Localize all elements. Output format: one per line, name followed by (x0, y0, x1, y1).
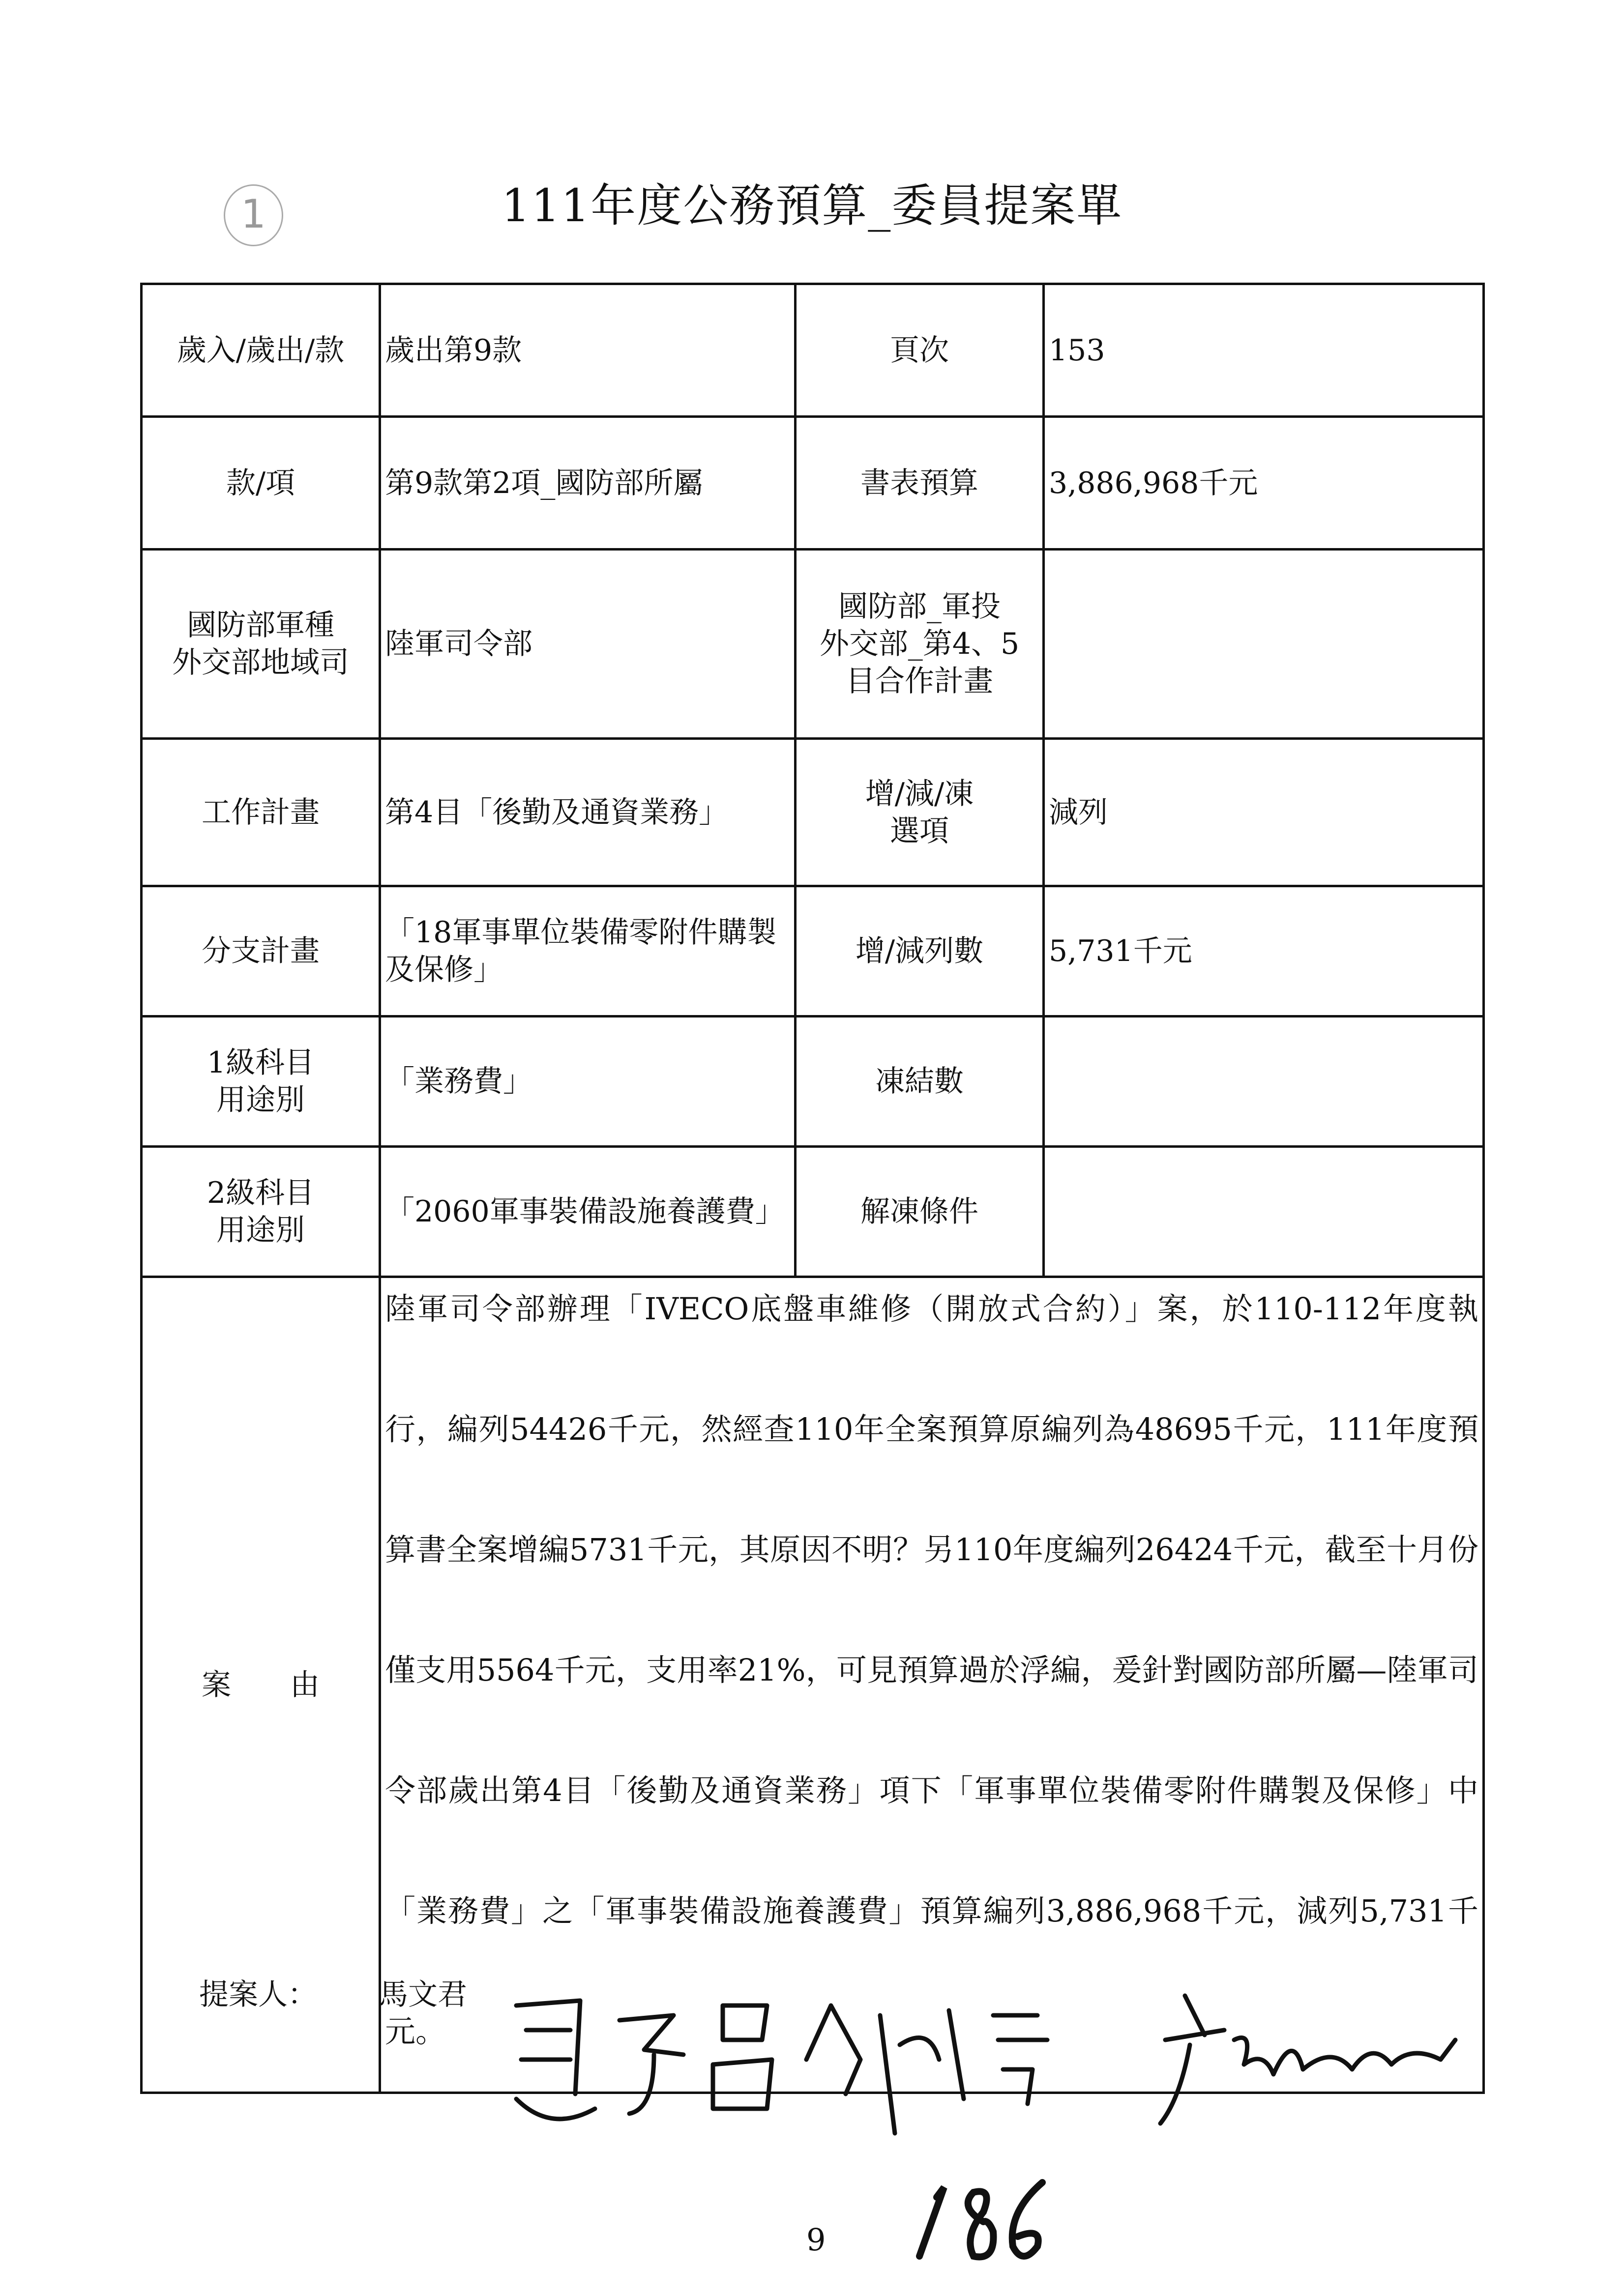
handwritten-signatures (506, 1986, 1480, 2148)
field-label: 分支計畫 (142, 886, 380, 1017)
field-value: 「18軍事單位裝備零附件購製及保修」 (380, 886, 796, 1017)
proposer-name: 馬文君 (379, 1977, 467, 2012)
handwritten-page-number (910, 2173, 1057, 2271)
table-row (142, 550, 1484, 739)
reason-label: 案 由 (142, 1277, 380, 2093)
table-row (142, 739, 1484, 886)
reason-text: 陸軍司令部辦理「IVECO底盤車維修（開放式合約）」案，於110-112年度執行，編列54426千元，然經查110年全案預算原編列為48695千元，111年度預算書全案增編5731千元，其原因不明？另110年度編列26424千元，截至十月份僅支用5564千元，支用率21%，可見預算過於浮編，爰針對國防部所屬—陸軍司令部歲出第4目「後勤及通資業務」項下「軍事單位裝備零附件購製及保修」中「業務費」之「軍事裝備設施養護費」預算編列3,886,968千元，減列5,731千元。 (385, 1291, 1478, 2049)
field-value (1044, 550, 1484, 739)
table-row (142, 886, 1484, 1017)
field-label: 增/減/凍 選項 (796, 739, 1044, 886)
field-label: 國防部_軍投 外交部_第4、5 目合作計畫 (796, 550, 1044, 739)
field-value: 「2060軍事裝備設施養護費」 (380, 1147, 796, 1277)
field-label: 歲入/歲出/款 (142, 284, 380, 417)
field-label: 工作計畫 (142, 739, 380, 886)
field-value: 「業務費」 (380, 1017, 796, 1147)
field-value: 153 (1044, 284, 1484, 417)
field-value: 歲出第9款 (380, 284, 796, 417)
page-number: 9 (806, 2222, 826, 2258)
proposal-table (140, 283, 1485, 2094)
field-value: 減列 (1044, 739, 1484, 886)
field-value: 第9款第2項_國防部所屬 (380, 417, 796, 550)
field-label: 解凍條件 (796, 1147, 1044, 1277)
field-label: 國防部軍種 外交部地域司 (142, 550, 380, 739)
proposer-label: 提案人： (199, 1977, 317, 2012)
field-label: 頁次 (796, 284, 1044, 417)
table-row (142, 284, 1484, 417)
field-value: 第4目「後勤及通資業務」 (380, 739, 796, 886)
reason-cell (380, 1277, 1484, 2093)
field-label: 1級科目 用途別 (142, 1017, 380, 1147)
field-label: 書表預算 (796, 417, 1044, 550)
circled-number-mark: 1 (224, 184, 283, 246)
table-row (142, 1017, 1484, 1147)
field-value: 陸軍司令部 (380, 550, 796, 739)
field-value: 5,731千元 (1044, 886, 1484, 1017)
table-row (142, 417, 1484, 550)
field-label: 增/減列數 (796, 886, 1044, 1017)
field-label: 凍結數 (796, 1017, 1044, 1147)
field-label: 2級科目 用途別 (142, 1147, 380, 1277)
field-value (1044, 1017, 1484, 1147)
page-title: 111年度公務預算_委員提案單 (501, 179, 1123, 232)
reason-row (142, 1277, 1484, 2093)
field-value: 3,886,968千元 (1044, 417, 1484, 550)
field-label: 款/項 (142, 417, 380, 550)
